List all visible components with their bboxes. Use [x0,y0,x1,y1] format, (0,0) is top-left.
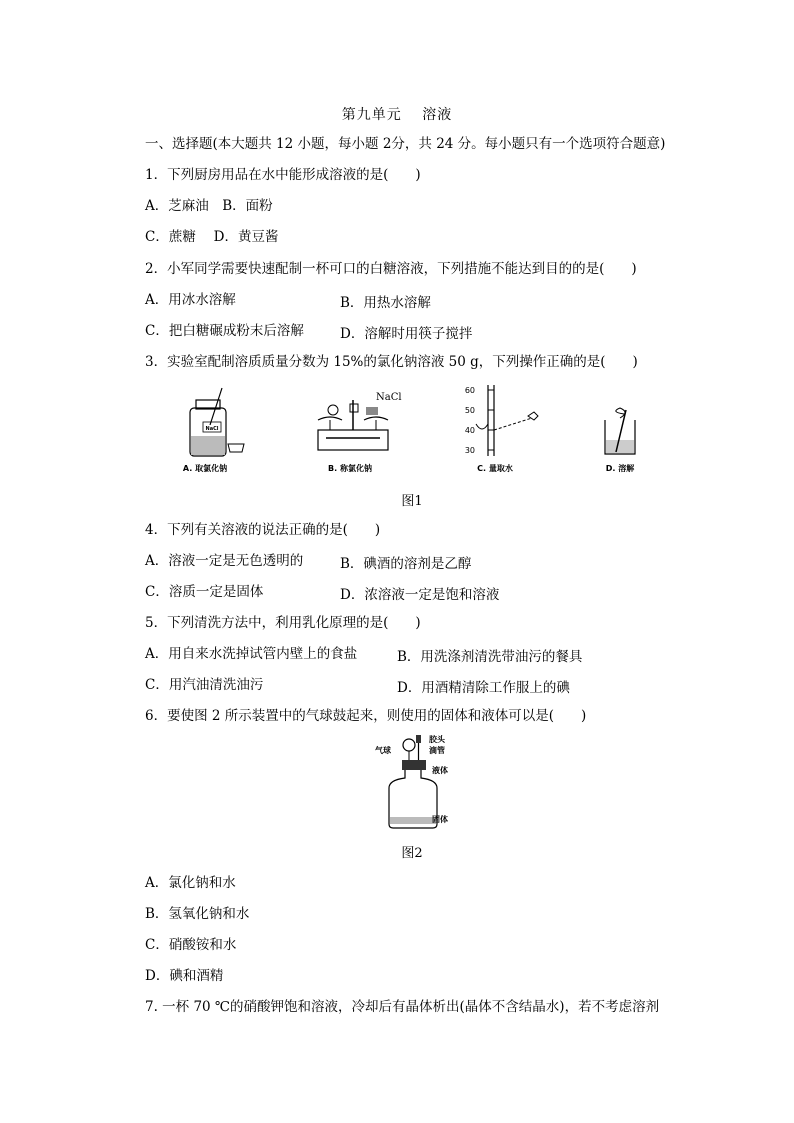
q6-option-b: B．氢氧化钠和水 [145,906,250,922]
q1-options-cd: C．蔗糖 D．黄豆酱 [145,229,279,245]
fig1-label-a: A. 取氯化钠 [182,464,228,473]
q5-option-b: B．用洗涤剂清洗带油污的餐具 [397,649,583,665]
q4-option-c: C．溶质一定是固体 [145,584,264,600]
fig1-label-b: B. 称氯化钠 [328,464,372,473]
q3-stem: 3．实验室配制溶质质量分数为 15%的氯化钠溶液 50 g，下列操作正确的是( ) [145,354,638,370]
fig2-caption: 图2 [401,846,423,861]
q5-stem: 5．下列清洗方法中，利用乳化原理的是( ) [145,615,421,631]
q2-option-b: B．用热水溶解 [340,295,431,311]
q5-option-a: A．用自来水洗掉试管内壁上的食盐 [145,646,358,662]
q4-option-d: D．浓溶液一定是饱和溶液 [340,587,500,603]
fig1-caption: 图1 [401,494,423,509]
tick-60: 60 [464,386,475,395]
nacl-label: NaCl [376,392,402,403]
q5-option-c: C．用汽油清洗油污 [145,677,264,693]
q6-option-d: D．碘和酒精 [145,968,224,984]
q5-option-d: D．用酒精清除工作服上的碘 [397,680,570,696]
tick-30: 30 [464,446,475,455]
beaker-icon [605,408,635,454]
q2-stem: 2．小军同学需要快速配制一杯可口的白糖溶液，下列措施不能达到目的的是( ) [145,261,637,277]
reagent-label: NaCl [205,426,219,432]
q6-option-c: C．硝酸铵和水 [145,937,237,953]
q4-option-a: A．溶液一定是无色透明的 [145,553,304,569]
q2-option-a: A．用冰水溶解 [145,292,236,308]
q6-option-a: A．氯化钠和水 [145,875,236,891]
q7-stem: 7. 一杯 70 ℃的硝酸钾饱和溶液，冷却后有晶体析出(晶体不含结晶水)，若不考虑溶剂 [145,999,660,1015]
liquid-label: 液体 [432,766,448,775]
q1-stem: 1．下列厨房用品在水中能形成溶液的是( ) [145,167,421,183]
figure-1 [150,380,660,480]
balance-icon [318,400,388,450]
q4-stem: 4．下列有关溶液的说法正确的是( ) [145,522,381,538]
tick-50: 50 [464,406,475,415]
fig1-label-c: C. 量取水 [477,464,513,473]
balloon-label: 气球 [375,746,391,755]
page-title: 第九单元 溶液 [341,107,453,123]
q4-option-b: B．碘酒的溶剂是乙醇 [340,556,472,572]
q2-option-c: C．把白糖碾成粉末后溶解 [145,323,304,339]
fig1-label-d: D. 溶解 [605,464,635,473]
dropper-label-1: 胶头 [429,735,445,744]
q6-stem: 6．要使图 2 所示装置中的气球鼓起来，则使用的固体和液体可以是( ) [145,708,587,724]
q1-options-ab: A．芝麻油 B．面粉 [145,198,273,214]
graduated-cylinder-icon [476,385,538,456]
section-heading: 一、选择题(本大题共 12 小题，每小题 2分，共 24 分。每小题只有一个选项符合题意) [145,136,666,152]
q2-option-d: D．溶解时用筷子搅拌 [340,326,473,342]
solid-label: 固体 [432,815,448,824]
reagent-bottle-icon [190,388,244,456]
figure-2 [365,733,465,833]
tick-40: 40 [464,426,475,435]
dropper-label-2: 滴管 [429,746,445,755]
